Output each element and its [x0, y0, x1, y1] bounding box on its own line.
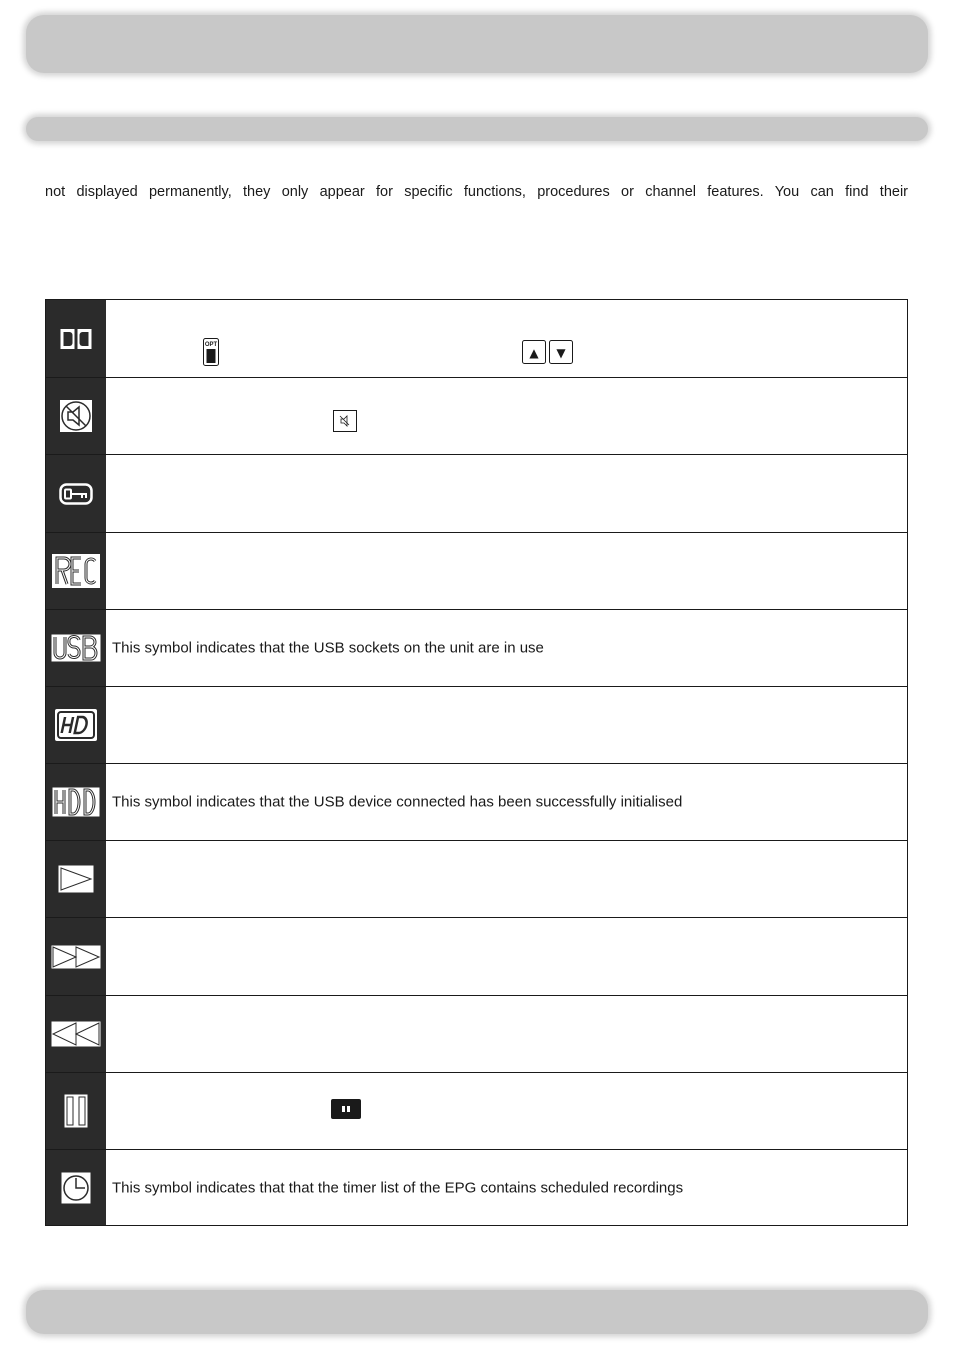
symbol-description	[106, 378, 907, 454]
table-row	[46, 532, 907, 609]
table-row	[46, 995, 907, 1072]
mute-icon	[46, 378, 106, 454]
symbol-description	[106, 1073, 907, 1149]
up-down-keys-icon	[522, 340, 574, 364]
opt-key-icon	[203, 338, 219, 366]
symbol-description	[106, 300, 907, 377]
symbol-description: This symbol indicates that the USB device connected has been successfully initialised	[112, 793, 683, 811]
intro-paragraph: not displayed permanently, they only appear for specific functions, procedures or channel features. You can find their	[45, 184, 908, 200]
symbol-table	[45, 299, 908, 1226]
table-row	[46, 1072, 907, 1149]
table-row	[46, 377, 907, 454]
usb-icon	[46, 610, 106, 686]
svg-text:OPT: OPT	[204, 342, 218, 348]
rewind-icon	[46, 996, 106, 1072]
key-lock-icon	[46, 455, 106, 532]
play-icon	[46, 841, 106, 917]
hd-icon	[46, 687, 106, 763]
timer-clock-icon	[46, 1150, 106, 1225]
fast-forward-icon	[46, 918, 106, 995]
svg-text:▲: ▲	[529, 346, 539, 360]
header-bar	[26, 15, 928, 73]
table-row	[46, 763, 907, 840]
table-row	[46, 609, 907, 686]
pause-icon	[46, 1073, 106, 1149]
table-row	[46, 840, 907, 917]
section-heading-bar	[26, 117, 928, 141]
table-row	[46, 454, 907, 532]
symbol-description	[106, 918, 907, 995]
table-row	[46, 917, 907, 995]
footer-bar	[26, 1290, 928, 1334]
hdd-icon	[46, 764, 106, 840]
table-row	[46, 1149, 907, 1225]
table-row	[46, 300, 907, 377]
table-row	[46, 686, 907, 763]
symbol-description	[106, 455, 907, 532]
pause-key-icon	[331, 1099, 361, 1119]
symbol-description	[106, 687, 907, 763]
symbol-description: This symbol indicates that that the timer list of the EPG contains scheduled recordings	[112, 1179, 684, 1196]
mute-key-icon	[333, 410, 357, 432]
svg-text:▼: ▼	[556, 346, 566, 360]
rec-icon	[46, 533, 106, 609]
symbol-description	[106, 841, 907, 917]
dolby-icon	[46, 300, 106, 377]
symbol-description: This symbol indicates that the USB sockets on the unit are in use	[112, 639, 544, 657]
symbol-description	[106, 996, 907, 1072]
symbol-description	[106, 533, 907, 609]
